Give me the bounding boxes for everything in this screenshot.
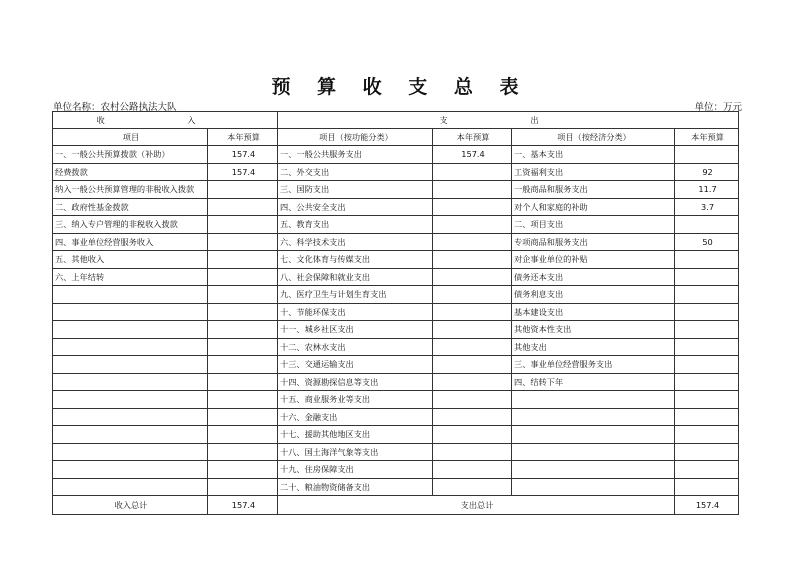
econ-amount-empty — [675, 408, 739, 426]
func-item: 六、科学技术支出 — [278, 233, 433, 251]
income-item-empty — [53, 391, 208, 409]
income-item: 一、一般公共预算拨款（补助） — [53, 146, 208, 164]
table-row — [53, 461, 739, 479]
income-amount — [208, 181, 278, 199]
func-item: 七、文化体育与传媒支出 — [278, 251, 433, 269]
table-row — [53, 286, 739, 304]
expense-total-label: 支出总计 — [278, 496, 675, 515]
func-amount — [433, 163, 512, 181]
table-row — [53, 391, 739, 409]
table-row — [53, 268, 739, 286]
econ-amount — [675, 303, 739, 321]
income-item-empty — [53, 286, 208, 304]
econ-amount: 92 — [675, 163, 739, 181]
income-amount-empty — [208, 426, 278, 444]
func-item: 十三、交通运输支出 — [278, 356, 433, 374]
func-amount — [433, 391, 512, 409]
income-item: 经费拨款 — [53, 163, 208, 181]
econ-item: 基本建设支出 — [512, 303, 675, 321]
income-amount-empty — [208, 391, 278, 409]
income-item-empty — [53, 303, 208, 321]
econ-amount — [675, 321, 739, 339]
econ-amount: 11.7 — [675, 181, 739, 199]
table-row — [53, 408, 739, 426]
func-amount — [433, 338, 512, 356]
econ-amount — [675, 216, 739, 234]
table-row — [53, 478, 739, 496]
page-title: 预 算 收 支 总 表 — [271, 76, 529, 98]
econ-amount-empty — [675, 461, 739, 479]
econ-item-empty — [512, 426, 675, 444]
econ-item: 一、基本支出 — [512, 146, 675, 164]
expense-total-value: 157.4 — [675, 496, 739, 515]
table-row — [53, 443, 739, 461]
econ-item-empty — [512, 478, 675, 496]
func-item: 十四、资源勘探信息等支出 — [278, 373, 433, 391]
econ-amount-empty — [675, 391, 739, 409]
func-item: 十、节能环保支出 — [278, 303, 433, 321]
econ-item-header: 项目（按经济分类） — [512, 129, 675, 146]
income-amount-empty — [208, 461, 278, 479]
func-item-header: 项目（按功能分类） — [278, 129, 433, 146]
table-row — [53, 356, 739, 374]
econ-amount: 3.7 — [675, 198, 739, 216]
econ-item: 四、结转下年 — [512, 373, 675, 391]
econ-item-empty — [512, 461, 675, 479]
income-total-label: 收入总计 — [53, 496, 208, 515]
table-row — [53, 146, 739, 164]
func-item: 三、国防支出 — [278, 181, 433, 199]
unit-name: 单位名称：农村公路执法大队 — [53, 102, 177, 113]
income-amount — [208, 216, 278, 234]
func-amount — [433, 478, 512, 496]
table-row — [53, 163, 739, 181]
income-amount: 157.4 — [208, 163, 278, 181]
income-item-empty — [53, 321, 208, 339]
func-item: 二、外交支出 — [278, 163, 433, 181]
econ-item-empty — [512, 408, 675, 426]
income-amount-empty — [208, 373, 278, 391]
income-item: 五、其他收入 — [53, 251, 208, 269]
func-amount — [433, 303, 512, 321]
income-amount — [208, 251, 278, 269]
func-amount: 157.4 — [433, 146, 512, 164]
income-item: 四、事业单位经营服务收入 — [53, 233, 208, 251]
unit-label: 单位：万元 — [694, 102, 742, 113]
func-item: 一、一般公共服务支出 — [278, 146, 433, 164]
econ-item: 对企事业单位的补贴 — [512, 251, 675, 269]
income-section-header: 收 入 — [53, 112, 278, 129]
income-item-empty — [53, 478, 208, 496]
income-amount-empty — [208, 356, 278, 374]
income-amount — [208, 268, 278, 286]
income-item-empty — [53, 373, 208, 391]
table-row — [53, 216, 739, 234]
func-amount — [433, 233, 512, 251]
func-item: 二十、粮油物资储备支出 — [278, 478, 433, 496]
table-row — [53, 233, 739, 251]
func-amount — [433, 198, 512, 216]
func-item: 四、公共安全支出 — [278, 198, 433, 216]
income-amount-empty — [208, 408, 278, 426]
econ-amount — [675, 146, 739, 164]
econ-amount-header: 本年预算 — [675, 129, 739, 146]
func-item: 九、医疗卫生与计划生育支出 — [278, 286, 433, 304]
func-amount — [433, 268, 512, 286]
econ-amount: 50 — [675, 233, 739, 251]
income-amount-empty — [208, 303, 278, 321]
table-row — [53, 198, 739, 216]
econ-amount — [675, 356, 739, 374]
func-amount — [433, 461, 512, 479]
econ-item: 二、项目支出 — [512, 216, 675, 234]
func-amount — [433, 426, 512, 444]
econ-item: 其他资本性支出 — [512, 321, 675, 339]
econ-item: 工资福利支出 — [512, 163, 675, 181]
econ-item: 债务利息支出 — [512, 286, 675, 304]
func-amount — [433, 443, 512, 461]
econ-item: 专项商品和服务支出 — [512, 233, 675, 251]
econ-item: 一般商品和服务支出 — [512, 181, 675, 199]
econ-amount-empty — [675, 426, 739, 444]
func-amount — [433, 286, 512, 304]
income-amount-empty — [208, 478, 278, 496]
income-amount-header: 本年预算 — [208, 129, 278, 146]
income-amount-empty — [208, 321, 278, 339]
func-amount — [433, 216, 512, 234]
income-item-empty — [53, 356, 208, 374]
income-item-empty — [53, 426, 208, 444]
budget-table — [52, 111, 739, 515]
econ-amount — [675, 268, 739, 286]
econ-amount — [675, 286, 739, 304]
table-row — [53, 181, 739, 199]
func-item: 十七、援助其他地区支出 — [278, 426, 433, 444]
func-item: 十八、国土海洋气象等支出 — [278, 443, 433, 461]
income-amount-empty — [208, 286, 278, 304]
income-item-empty — [53, 408, 208, 426]
func-amount — [433, 321, 512, 339]
income-total-value: 157.4 — [208, 496, 278, 515]
income-item-empty — [53, 338, 208, 356]
econ-item: 三、事业单位经营服务支出 — [512, 356, 675, 374]
totals-row — [53, 496, 739, 515]
func-amount — [433, 251, 512, 269]
income-amount — [208, 198, 278, 216]
income-item-header: 项目 — [53, 129, 208, 146]
income-item: 三、纳入专户管理的非税收入拨款 — [53, 216, 208, 234]
income-amount-empty — [208, 338, 278, 356]
income-amount: 157.4 — [208, 146, 278, 164]
econ-item: 债务还本支出 — [512, 268, 675, 286]
expense-section-header: 支 出 — [278, 112, 739, 129]
func-amount — [433, 373, 512, 391]
table-row — [53, 321, 739, 339]
income-item: 纳入一般公共预算管理的非税收入拨款 — [53, 181, 208, 199]
econ-amount — [675, 338, 739, 356]
func-item: 十六、金融支出 — [278, 408, 433, 426]
econ-amount — [675, 373, 739, 391]
econ-item-empty — [512, 391, 675, 409]
func-amount-header: 本年预算 — [433, 129, 512, 146]
econ-amount-empty — [675, 443, 739, 461]
econ-item-empty — [512, 443, 675, 461]
income-item: 二、政府性基金拨款 — [53, 198, 208, 216]
table-row — [53, 426, 739, 444]
income-item: 六、上年结转 — [53, 268, 208, 286]
income-item-empty — [53, 461, 208, 479]
income-amount — [208, 233, 278, 251]
econ-item: 对个人和家庭的补助 — [512, 198, 675, 216]
func-item: 十二、农林水支出 — [278, 338, 433, 356]
func-item: 十一、城乡社区支出 — [278, 321, 433, 339]
func-amount — [433, 408, 512, 426]
table-row — [53, 303, 739, 321]
econ-amount — [675, 251, 739, 269]
func-item: 十九、住房保障支出 — [278, 461, 433, 479]
func-item: 八、社会保障和就业支出 — [278, 268, 433, 286]
econ-item: 其他支出 — [512, 338, 675, 356]
income-item-empty — [53, 443, 208, 461]
table-row — [53, 373, 739, 391]
func-item: 十五、商业服务业等支出 — [278, 391, 433, 409]
func-amount — [433, 181, 512, 199]
func-amount — [433, 356, 512, 374]
func-item: 五、教育支出 — [278, 216, 433, 234]
table-row — [53, 251, 739, 269]
econ-amount-empty — [675, 478, 739, 496]
income-amount-empty — [208, 443, 278, 461]
table-row — [53, 338, 739, 356]
